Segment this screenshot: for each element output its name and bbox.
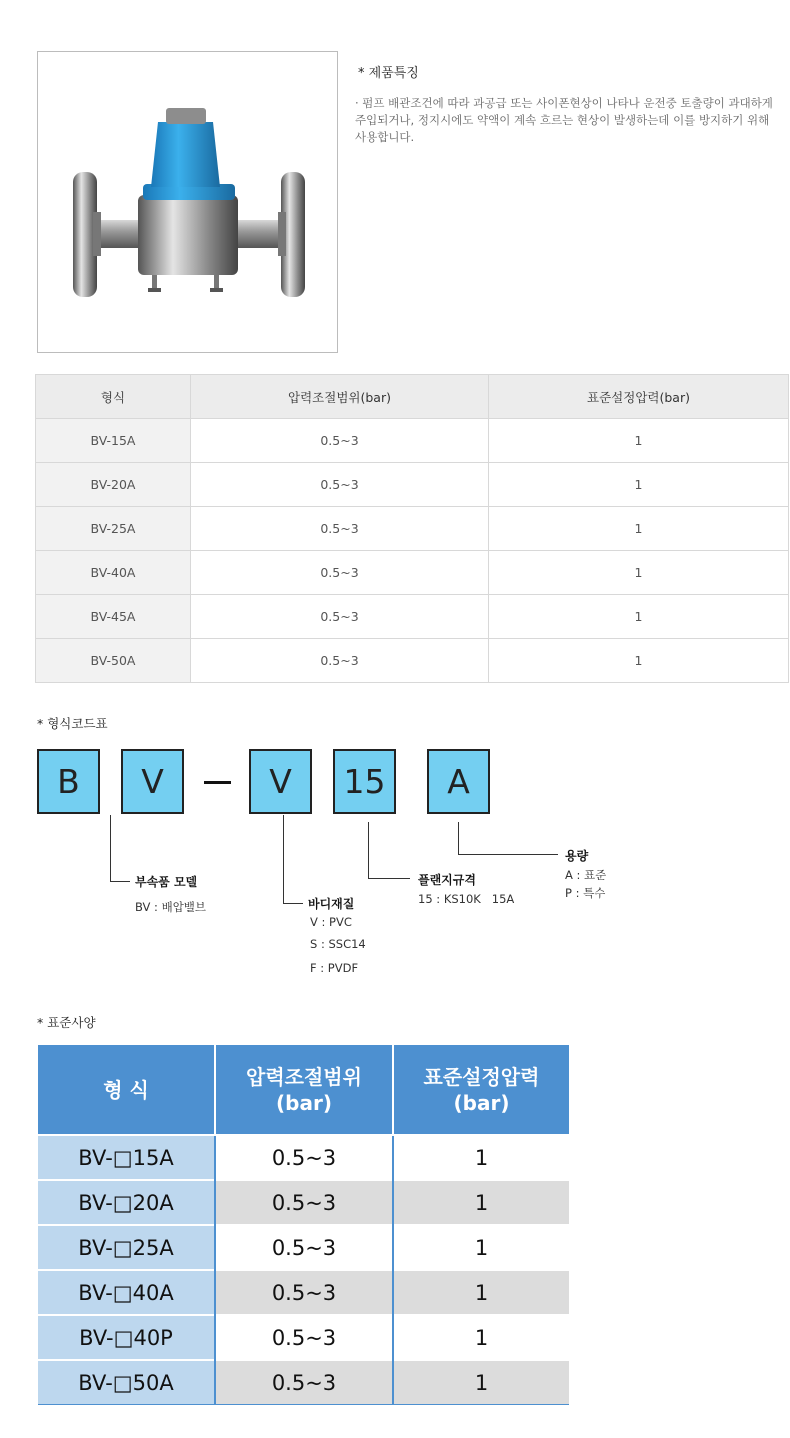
code-section-title: * 형식코드표 xyxy=(37,716,108,731)
capacity-label-title: 용량 xyxy=(565,849,589,863)
body-label-line: V : PVC xyxy=(310,915,352,929)
range-cell: 0.5~3 xyxy=(215,1180,393,1225)
header-cell: 표준설정압력(bar) xyxy=(489,375,789,419)
body-label-line: F : PVDF xyxy=(310,961,359,975)
flange-label-title: 플랜지규격 xyxy=(418,873,476,887)
table-row xyxy=(38,1315,569,1360)
table-row xyxy=(36,507,789,551)
table-row xyxy=(38,1180,569,1225)
table-header-row xyxy=(38,1045,569,1135)
capacity-label-line: P : 특수 xyxy=(565,886,606,900)
body-label-title: 바디재질 xyxy=(308,897,355,911)
pressure-cell: 1 xyxy=(489,551,789,595)
connector-line xyxy=(368,822,369,878)
code-box-body: V xyxy=(249,749,312,814)
range-cell: 0.5~3 xyxy=(191,639,489,683)
feature-title: * 제품특징 xyxy=(358,66,419,81)
spec-table xyxy=(35,374,789,683)
model-cell: BV-□20A xyxy=(38,1180,215,1225)
range-cell: 0.5~3 xyxy=(191,507,489,551)
flange-label-line: 15 : KS10K 15A xyxy=(418,892,515,906)
table-row xyxy=(38,1360,569,1405)
body-label-line: S : SSC14 xyxy=(310,937,366,951)
connector-line xyxy=(458,822,459,854)
pressure-cell: 1 xyxy=(489,595,789,639)
code-dash xyxy=(204,781,231,784)
model-cell: BV-15A xyxy=(36,419,191,463)
range-cell: 0.5~3 xyxy=(215,1270,393,1315)
connector-line xyxy=(368,878,410,879)
std-spec-table xyxy=(38,1045,569,1405)
model-cell: BV-25A xyxy=(36,507,191,551)
model-label-line: BV : 배압밸브 xyxy=(135,900,207,914)
pressure-cell: 1 xyxy=(393,1135,569,1180)
table-row xyxy=(36,639,789,683)
connector-line xyxy=(458,854,558,855)
range-cell: 0.5~3 xyxy=(191,463,489,507)
range-cell: 0.5~3 xyxy=(191,595,489,639)
pressure-cell: 1 xyxy=(393,1180,569,1225)
pressure-cell: 1 xyxy=(393,1360,569,1405)
connector-line xyxy=(110,815,111,881)
range-cell: 0.5~3 xyxy=(215,1225,393,1270)
header-cell: 형식 xyxy=(36,375,191,419)
model-cell: BV-20A xyxy=(36,463,191,507)
connector-line xyxy=(283,903,303,904)
code-box-b: B xyxy=(37,749,100,814)
connector-line xyxy=(283,815,284,903)
model-cell: BV-□40A xyxy=(38,1270,215,1315)
table-row xyxy=(38,1135,569,1180)
pressure-cell: 1 xyxy=(489,639,789,683)
pressure-cell: 1 xyxy=(489,507,789,551)
code-box-capacity: A xyxy=(427,749,490,814)
std-section-title: * 표준사양 xyxy=(37,1015,96,1030)
model-cell: BV-50A xyxy=(36,639,191,683)
range-cell: 0.5~3 xyxy=(215,1315,393,1360)
header-cell: 압력조절범위 (bar) xyxy=(215,1045,393,1135)
code-box-size: 15 xyxy=(333,749,396,814)
table-row xyxy=(38,1270,569,1315)
model-cell: BV-40A xyxy=(36,551,191,595)
range-cell: 0.5~3 xyxy=(215,1135,393,1180)
table-header-row xyxy=(36,375,789,419)
model-cell: BV-45A xyxy=(36,595,191,639)
table-row xyxy=(36,551,789,595)
range-cell: 0.5~3 xyxy=(191,551,489,595)
table-row xyxy=(38,1225,569,1270)
pressure-cell: 1 xyxy=(489,419,789,463)
model-cell: BV-□15A xyxy=(38,1135,215,1180)
header-cell: 압력조절범위(bar) xyxy=(191,375,489,419)
table-row xyxy=(36,595,789,639)
header-cell: 형 식 xyxy=(38,1045,215,1135)
model-label-title: 부속품 모델 xyxy=(135,875,198,889)
model-cell: BV-□40P xyxy=(38,1315,215,1360)
model-cell: BV-□25A xyxy=(38,1225,215,1270)
product-image xyxy=(37,51,338,353)
pressure-cell: 1 xyxy=(393,1270,569,1315)
pressure-cell: 1 xyxy=(393,1225,569,1270)
header-cell: 표준설정압력 (bar) xyxy=(393,1045,569,1135)
code-box-v: V xyxy=(121,749,184,814)
table-row xyxy=(36,419,789,463)
range-cell: 0.5~3 xyxy=(191,419,489,463)
connector-line xyxy=(110,881,130,882)
model-cell: BV-□50A xyxy=(38,1360,215,1405)
pressure-cell: 1 xyxy=(489,463,789,507)
pressure-cell: 1 xyxy=(393,1315,569,1360)
feature-description: · 펌프 배관조건에 따라 과공급 또는 사이폰현상이 나타나 운전중 토출량이 과대하게 주입되거나, 정지시에도 약액이 계속 흐르는 현상이 발생하는데 이를 방지하기 위해 사용합니다. xyxy=(355,96,773,144)
capacity-label-line: A : 표준 xyxy=(565,868,607,882)
range-cell: 0.5~3 xyxy=(215,1360,393,1405)
table-row xyxy=(36,463,789,507)
